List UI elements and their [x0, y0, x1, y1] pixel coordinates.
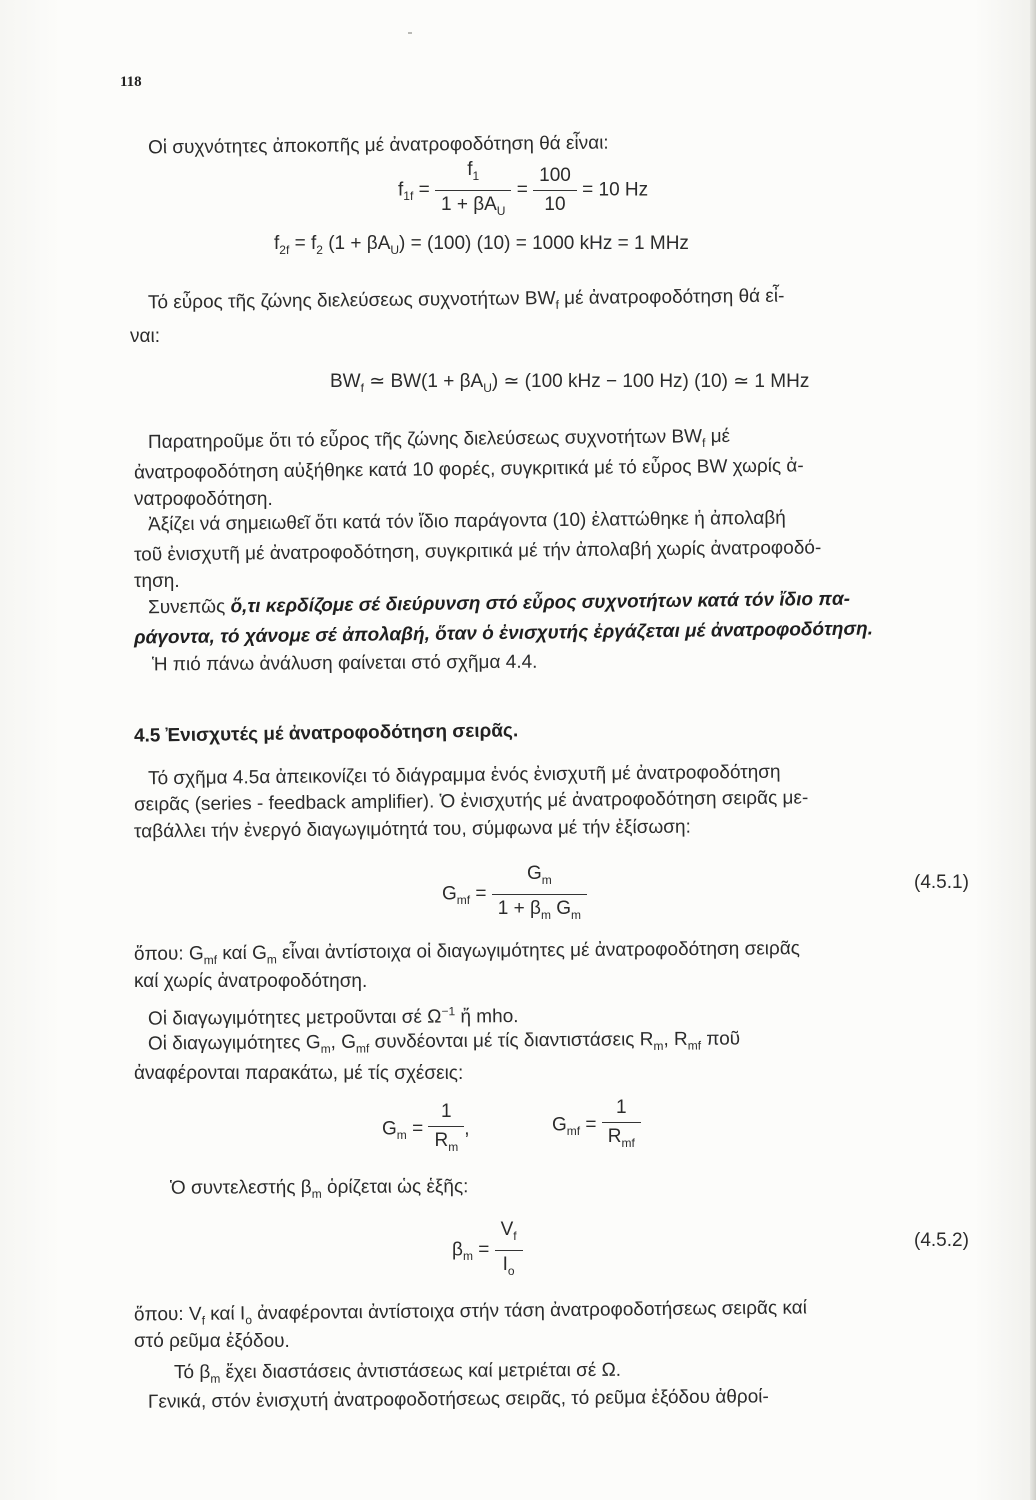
text-line: καί χωρίς ἀνατροφοδότηση.	[134, 971, 368, 992]
text-line: Συνεπῶς ὅ,τι κερδίζομε σέ διεύρυνση στό εὖρος συχνοτήτων κατά τόν ἴδιο πα-	[147, 588, 851, 619]
text-line: στό ρεῦμα ἐξόδου.	[134, 1331, 290, 1352]
text-line: Ὁ συντελεστής $\beta_m$ ὁρίζεται ὡς ἑξῆς:	[169, 1176, 469, 1201]
fraction: $\frac{V_f}{I_o}$	[495, 1218, 523, 1283]
text-line: τοῦ ἐνισχυτῆ μέ ἀνατροφοδότηση, συγκριτικά μέ τήν ἀπολαβή χωρίς ἀνατροφοδό-	[133, 537, 822, 566]
text-line: ὅπου: $V_f$ καί $I_o$ ἀναφέρονται ἀντίστοιχα στήν τάση ἀνατροφοδοτήσεως σειρᾶς καί	[133, 1297, 807, 1328]
text-line: τηση.	[134, 571, 180, 592]
text-line: ταβάλλει τήν ἐνεργό διαγωγιμότητά του, σύμφωνα μέ τήν ἐξίσωση:	[133, 816, 691, 843]
text-line: Παρατηροῦμε ὅτι τό εὖρος τῆς ζώνης διελεύσεως συχνοτήτων $BW_f$ μέ	[147, 425, 731, 454]
emphasis-text: ράγοντα, τό χάνομε σέ ἀπολαβή, ὅταν ὁ ἐνισχυτής ἐργάζεται μέ ἀνατροφοδότηση.	[133, 618, 874, 649]
page-number: 118	[120, 74, 142, 90]
fraction: $\frac{1}{R_{mf}}$	[602, 1096, 641, 1155]
page-edge-shadow	[1030, 0, 1036, 1500]
text-line: ἀναφέρονται παρακάτω, μέ τίς σχέσεις:	[134, 1063, 464, 1084]
text-line: Τό εὖρος τῆς ζώνης διελεύσεως συχνοτήτων $BW_f$ μέ ἀνατροφοδότηση θά εἶ-	[147, 285, 785, 314]
equation-f2f: $f_{2f} = f_2$ $(1 + \beta A_U) = (100)$ (10) = 1000 kHz = 1 MHz	[274, 233, 689, 257]
text-line: Οἱ διαγωγιμότητες $G_m$, $G_{mf}$ συνδέονται μέ τίς διαντιστάσεις $R_m$, $R_{mf}$ ποῦ	[147, 1028, 741, 1056]
equation-bw: $BW_f$ ≃ $BW(1 + \beta A_U)$ ≃ (100 kHz − 100 Hz) (10) ≃ 1 MHz	[330, 371, 810, 395]
emphasis-text: ὅ,τι κερδίζομε σέ διεύρυνση στό εὖρος συχνοτήτων κατά τόν ἴδιο πα-	[230, 588, 851, 618]
equation-4-5-1: $G_{mf}$ = $\frac{G_m}{1 + \beta_m G_m}$	[442, 862, 587, 927]
text-line: σειρᾶς (series - feedback amplifier). Ὁ ἐνισχυτής μέ ἀνατροφοδότηση σειρᾶς με-	[133, 787, 809, 816]
scan-speck	[408, 32, 412, 34]
fraction: $\frac{100}{10}$	[533, 164, 577, 217]
text-line: Οἱ συχνότητες ἀποκοπῆς μέ ἀνατροφοδότηση θά εἶναι:	[147, 132, 609, 159]
text-line: Ἀξίζει νά σημειωθεῖ ὅτι κατά τόν ἴδιο παράγοντα (10) ἐλαττώθηκε ἡ ἀπολαβή	[147, 507, 786, 536]
text-line: νατροφοδότηση.	[134, 489, 273, 510]
fraction: $\frac{G_m}{1 + \beta_m G_m}$	[492, 862, 587, 927]
equation-gm: $G_m$ = $\frac{1}{R_m}$ ,	[382, 1100, 469, 1159]
text-line: Τό σχῆμα 4.5α ἀπεικονίζει τό διάγραμμα ἑνός ἐνισχυτῆ μέ ἀνατροφοδότηση	[147, 761, 781, 790]
equation-number: (4.5.1)	[914, 872, 969, 893]
equation-gmf: $G_{mf}$ = $\frac{1}{R_{mf}}$	[552, 1096, 641, 1155]
fraction: $\frac{1}{R_m}$	[428, 1100, 464, 1159]
text-line: ὅπου: $G_{mf}$ καί $G_m$ εἶναι ἀντίστοιχα οἱ διαγωγιμότητες μέ ἀνατροφοδότηση σειρᾶς	[133, 938, 801, 968]
text-line: Οἱ διαγωγιμότητες μετροῦνται σέ $\Omega^{-1}$ ἤ mho.	[147, 1004, 519, 1030]
text-line: ναι:	[130, 326, 160, 347]
equation-f1f: $f_{1f}$ = $\frac{f_1}{1 + \beta A_U}$ = $\frac{100}{10}$ = 10 Hz	[398, 158, 648, 223]
section-heading: 4.5 Ἐνισχυτές μέ ἀνατροφοδότηση σειρᾶς.	[133, 720, 519, 747]
text-line: Γενικά, στόν ἐνισχυτή ἀνατροφοδοτήσεως σειρᾶς, τό ρεῦμα ἐξόδου ἀθροί-	[147, 1386, 769, 1413]
equation-number: (4.5.2)	[914, 1230, 969, 1251]
equation-4-5-2: $\beta_m$ = $\frac{V_f}{I_o}$	[452, 1218, 523, 1283]
text-line: ἀνατροφοδότηση αὐξήθηκε κατά 10 φορές, συγκριτικά μέ τό εὖρος BW χωρίς ἀ-	[133, 455, 804, 484]
text-line: Τό $\beta_m$ ἔχει διαστάσεις ἀντιστάσεως καί μετριέται σέ Ω.	[173, 1359, 622, 1386]
fraction: $\frac{f_1}{1 + \beta A_U}$	[435, 158, 512, 223]
text-line: Ἡ πιό πάνω ἀνάλυση φαίνεται στό σχῆμα 4.4.	[151, 651, 538, 676]
